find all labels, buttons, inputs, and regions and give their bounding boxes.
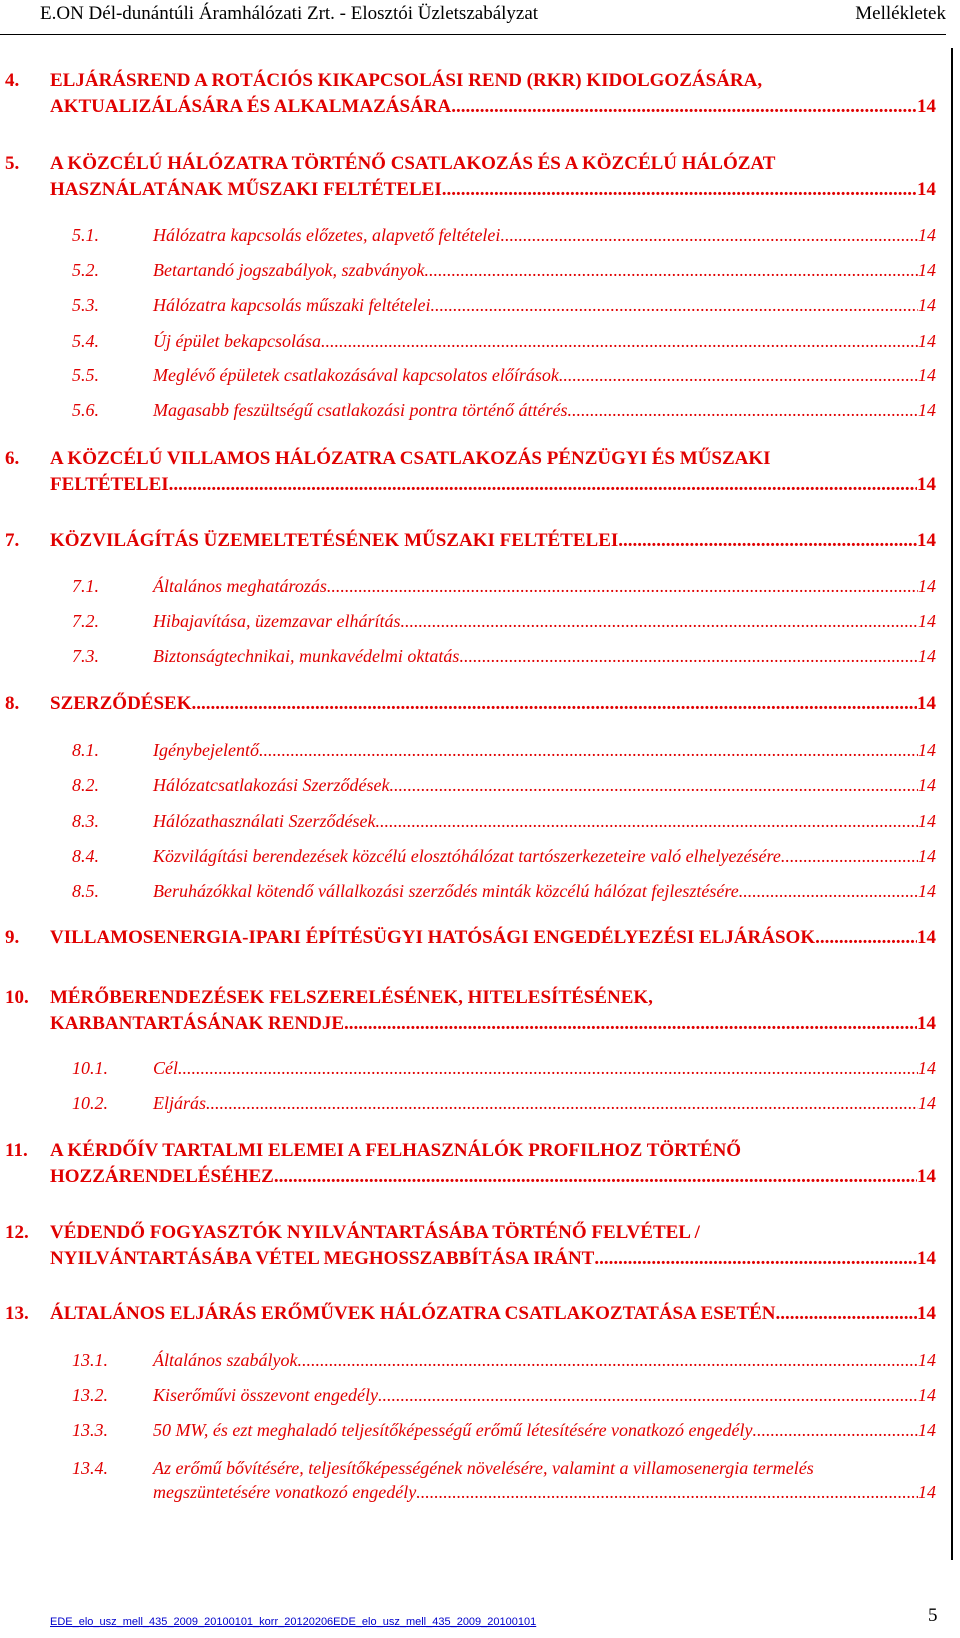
toc-entry-page: 14 [918,1350,936,1370]
toc-entry[interactable] [0,1385,960,1409]
toc-entry[interactable] [0,1458,960,1506]
dot-leader [376,811,919,832]
toc-entry-page: 14 [917,693,936,714]
toc-entry-title: Kiserőművi összevont engedély [153,1385,378,1405]
toc-entry[interactable] [0,987,960,1039]
toc-entry[interactable] [0,740,960,764]
dot-leader [594,1248,917,1270]
toc-entry-number: 13. [5,1303,29,1324]
dot-leader [559,365,918,386]
toc-entry[interactable] [0,365,960,389]
toc-entry[interactable] [0,225,960,249]
toc-entry-title: VILLAMOSENERGIA-IPARI ÉPÍTÉSÜGYI HATÓSÁGI ENGEDÉLYEZÉSI ELJÁRÁSOK [50,927,816,948]
toc-entry-title: Hálózatcsatlakozási Szerződések [153,775,390,795]
dot-leader [451,96,917,118]
toc-entry-title: KARBANTARTÁSÁNAK RENDJE [50,1013,345,1034]
toc-entry-number: 5.1. [72,225,99,245]
dot-leader [781,846,918,867]
toc-entry-title: HOZZÁRENDELÉSÉHEZ [50,1166,274,1187]
toc-entry-page: 14 [918,331,936,351]
toc-entry-page: 14 [918,400,936,420]
page-header [0,0,946,35]
toc-entry[interactable] [0,1420,960,1444]
toc-entry-title-line: MÉRŐBERENDEZÉSEK FELSZERELÉSÉNEK, HITELESÍTÉSÉNEK, [50,987,653,1008]
toc-entry-number: 8.1. [72,740,99,760]
toc-entry-number: 13.3. [72,1420,108,1440]
toc-entry-title: KÖZVILÁGÍTÁS ÜZEMELTETÉSÉNEK MŰSZAKI FELTÉTELEI [50,530,619,551]
toc-entry-number: 7.1. [72,576,99,596]
dot-leader [169,474,917,496]
toc-entry-page: 14 [918,1058,936,1078]
toc-entry-title: FELTÉTELEI [50,474,169,495]
toc-entry-title: NYILVÁNTARTÁSÁBA VÉTEL MEGHOSSZABBÍTÁSA IRÁNT [50,1248,595,1269]
toc-entry[interactable] [0,70,960,122]
toc-entry-title: Biztonságtechnikai, munkavédelmi oktatás [153,646,460,666]
toc-entry[interactable] [0,153,960,205]
toc-entry[interactable] [0,576,960,600]
toc-entry[interactable] [0,646,960,670]
toc-entry-number: 8.3. [72,811,99,831]
toc-entry-title-line: Az erőmű bővítésére, teljesítőképességének növelésére, valamint a villamosenergia termelés [153,1458,814,1478]
toc-entry-number: 6. [5,448,20,469]
dot-leader [500,225,918,246]
dot-leader [192,693,918,715]
toc-entry-title: Új épület bekapcsolása [153,331,321,351]
toc-entry-page: 14 [917,530,936,551]
toc-entry-title: Eljárás [153,1093,207,1113]
toc-entry-title: SZERZŐDÉSEK [50,693,192,714]
toc-entry-number: 13.4. [72,1458,108,1478]
toc-entry-title: Beruházókkal kötendő vállalkozási szerződés minták közcélú hálózat fejlesztésére [153,881,739,901]
toc-entry-title-line: ELJÁRÁSREND A ROTÁCIÓS KIKAPCSOLÁSI REND (RKR) KIDOLGOZÁSÁRA, [50,70,763,91]
toc-entry[interactable] [0,811,960,835]
toc-entry[interactable] [0,611,960,635]
toc-entry-title: Igénybejelentő [153,740,259,760]
toc-entry-title: Közvilágítási berendezések közcélú elosztóhálózat tartószerkezeteire való elhelyezésére [153,846,781,866]
dot-leader [815,927,917,949]
toc-entry-title: Hálózathasználati Szerződések [153,811,376,831]
toc-entry-page: 14 [917,96,936,117]
toc-entry-title: Általános meghatározás [153,576,327,596]
dot-leader [298,1350,919,1371]
dot-leader [442,179,917,201]
dot-leader [430,295,918,316]
toc-entry[interactable] [0,530,960,556]
document-title: E.ON Dél-dunántúli Áramhálózati Zrt. - Elosztói Üzletszabályzat [40,3,539,24]
toc-entry-number: 8. [5,693,20,714]
toc-entry[interactable] [0,1350,960,1374]
toc-entry-title-line: A KÖZCÉLÚ VILLAMOS HÁLÓZATRA CSATLAKOZÁS PÉNZÜGYI ÉS MŰSZAKI [50,448,771,469]
toc-entry-page: 14 [918,1385,936,1405]
dot-leader [567,400,918,421]
dot-leader [178,1058,918,1079]
toc-entry-page: 14 [918,1093,936,1113]
toc-entry-title: AKTUALIZÁLÁSÁRA ÉS ALKALMAZÁSÁRA [50,96,452,117]
toc-entry-title-line: A KÖZCÉLÚ HÁLÓZATRA TÖRTÉNŐ CSATLAKOZÁS ÉS A KÖZCÉLÚ HÁLÓZAT [50,153,776,174]
toc-entry-title-line: A KÉRDŐÍV TARTALMI ELEMEI A FELHASZNÁLÓK PROFILHOZ TÖRTÉNŐ [50,1140,742,1161]
toc-entry-page: 14 [918,365,936,385]
toc-entry-number: 13.1. [72,1350,108,1370]
dot-leader [776,1303,917,1325]
toc-entry-number: 12. [5,1222,29,1243]
toc-entry-page: 14 [918,646,936,666]
toc-entry-page: 14 [917,927,936,948]
toc-entry-title: Cél [153,1058,178,1078]
toc-entry-title: Hálózatra kapcsolás előzetes, alapvető feltételei [153,225,501,245]
toc-entry-number: 7. [5,530,20,551]
toc-entry-title: megszüntetésére vonatkozó engedély [153,1482,417,1502]
toc-entry-page: 14 [918,1420,936,1440]
toc-entry-number: 10.2. [72,1093,108,1113]
toc-entry-number: 5. [5,153,20,174]
toc-entry-page: 14 [918,295,936,315]
toc-entry-page: 14 [918,1482,936,1502]
dot-leader [739,881,918,902]
dot-leader [459,646,918,667]
toc-entry-number: 5.6. [72,400,99,420]
toc-entry-title: HASZNÁLATÁNAK MŰSZAKI FELTÉTELEI [50,179,442,200]
dot-leader [259,740,918,761]
toc-entry-title: Általános szabályok [153,1350,298,1370]
toc-entry-number: 11. [5,1140,28,1161]
dot-leader [401,611,919,632]
toc-entry-title: 50 MW, és ezt meghaladó teljesítőképességű erőmű létesítésére vonatkozó engedély [153,1420,753,1440]
toc-entry-page: 14 [917,1303,936,1324]
dot-leader [618,530,917,552]
dot-leader [378,1385,918,1406]
toc-entry-page: 14 [918,881,936,901]
toc-entry-number: 8.5. [72,881,99,901]
dot-leader [753,1420,918,1441]
toc-entry-number: 5.2. [72,260,99,280]
dot-leader [321,331,918,352]
toc-entry-title: Magasabb feszültségű csatlakozási pontra történő áttérés [153,400,568,420]
toc-entry[interactable] [0,927,960,953]
toc-entry[interactable] [0,881,960,905]
toc-entry[interactable] [0,1058,960,1082]
toc-entry-title-line: VÉDENDŐ FOGYASZTÓK NYILVÁNTARTÁSÁBA TÖRTÉNŐ FELVÉTEL / [50,1222,700,1243]
page-number: 5 [928,1605,938,1626]
toc-entry-number: 5.3. [72,295,99,315]
footer-filename: EDE_elo_usz_mell_435_2009_20100101_korr_20120206EDE_elo_usz_mell_435_2009_20100101 [50,1616,537,1628]
dot-leader [206,1093,918,1114]
toc-entry-page: 14 [917,1013,936,1034]
toc-entry-title: Meglévő épületek csatlakozásával kapcsolatos előírások [153,365,559,385]
toc-entry-number: 7.2. [72,611,99,631]
toc-entry-page: 14 [918,775,936,795]
toc-entry-page: 14 [917,1166,936,1187]
toc-entry-title: Betartandó jogszabályok, szabványok [153,260,425,280]
dot-leader [389,775,918,796]
toc-entry-page: 14 [917,474,936,495]
toc-entry-page: 14 [918,225,936,245]
toc-entry-page: 14 [918,576,936,596]
toc-entry-number: 13.2. [72,1385,108,1405]
dot-leader [274,1166,917,1188]
toc-entry-page: 14 [918,846,936,866]
toc-entry-page: 14 [918,740,936,760]
toc-entry-number: 9. [5,927,20,948]
toc-entry-page: 14 [918,611,936,631]
toc-entry[interactable] [0,260,960,284]
toc-entry[interactable] [0,448,960,500]
toc-entry-number: 5.5. [72,365,99,385]
toc-entry-number: 5.4. [72,331,99,351]
toc-entry-title: Hibajavítása, üzemzavar elhárítás [153,611,401,631]
toc-entry-title: Hálózatra kapcsolás műszaki feltételei [153,295,431,315]
toc-entry[interactable] [0,295,960,319]
section-label: Mellékletek [855,3,946,24]
toc-entry-page: 14 [918,811,936,831]
toc-entry[interactable] [0,1140,960,1192]
toc-entry-title: ÁLTALÁNOS ELJÁRÁS ERŐMŰVEK HÁLÓZATRA CSATLAKOZTATÁSA ESETÉN [50,1303,776,1324]
dot-leader [416,1482,918,1503]
toc-entry-page: 14 [918,260,936,280]
toc-entry[interactable] [0,775,960,799]
toc-entry-number: 10. [5,987,29,1008]
toc-entry-number: 10.1. [72,1058,108,1078]
toc-entry-number: 8.4. [72,846,99,866]
toc-entry-number: 4. [5,70,20,91]
toc-entry-page: 14 [917,179,936,200]
toc-entry[interactable] [0,1093,960,1117]
toc-entry[interactable] [0,400,960,424]
toc-entry-page: 14 [917,1248,936,1269]
toc-entry-number: 8.2. [72,775,99,795]
dot-leader [327,576,918,597]
toc-entry[interactable] [0,846,960,870]
dot-leader [344,1013,917,1035]
toc-entry-number: 7.3. [72,646,99,666]
toc-entry[interactable] [0,1222,960,1274]
toc-entry[interactable] [0,1303,960,1329]
toc-entry[interactable] [0,331,960,355]
toc-entry[interactable] [0,693,960,719]
dot-leader [424,260,918,281]
